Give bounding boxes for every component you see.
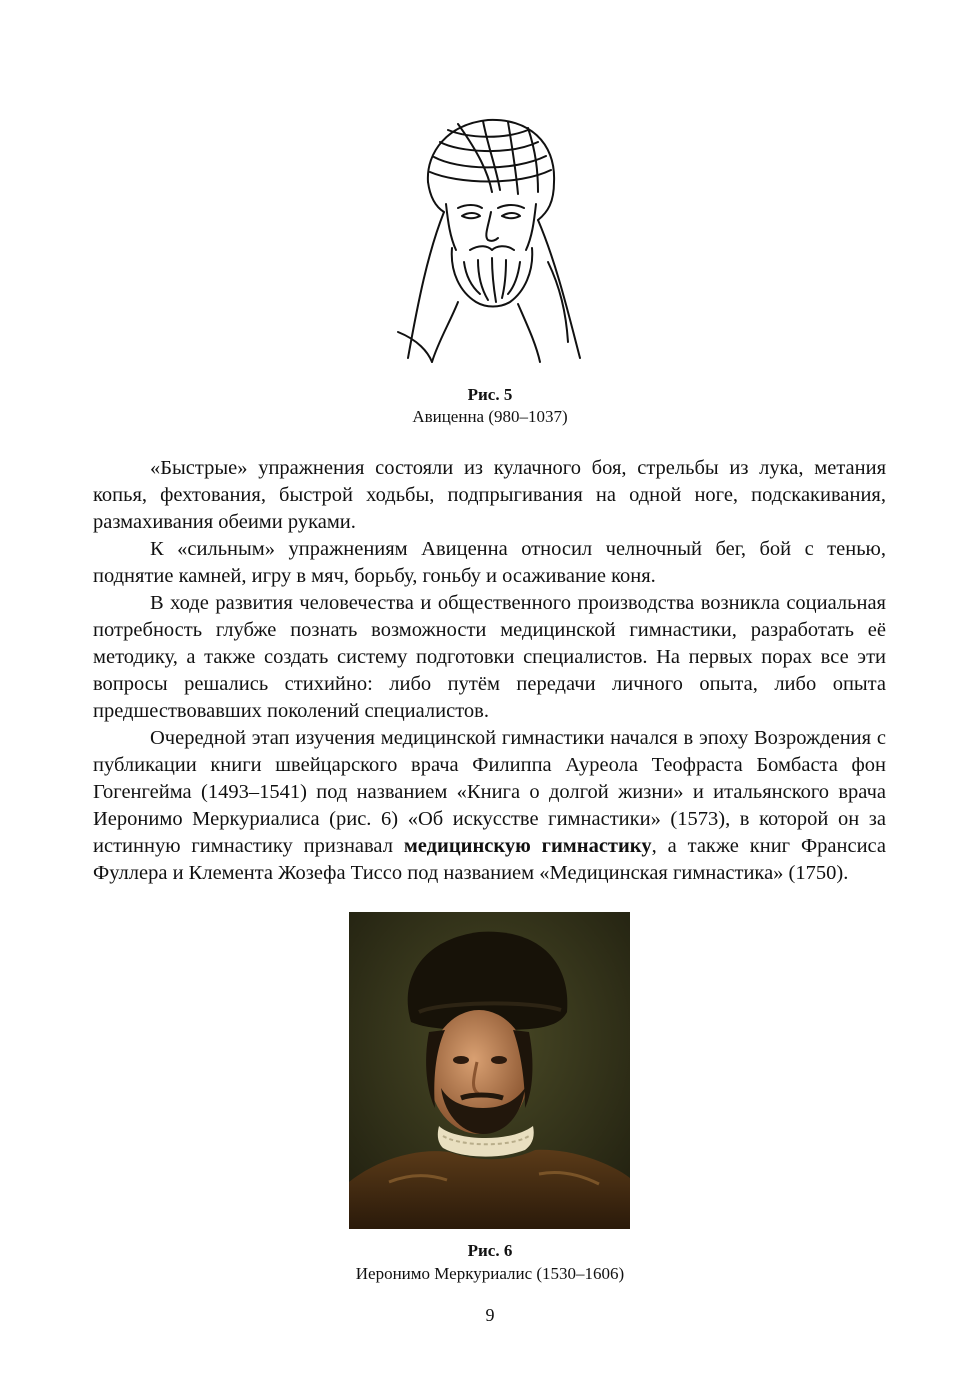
paragraph-4-bold-term: медицинскую гимнастику [403, 835, 652, 857]
paragraph-1: «Быстрые» упражнения состояли из кулачного боя, стрельбы из лука, метания копья, фехтования, быстрой ходьбы, подпрыгивания на одной ноге, подскакивания, размахивания обеими руками. [93, 457, 886, 533]
figure-6-caption: Иеронимо Меркуриалис (1530–1606) [355, 1264, 625, 1283]
figure-5-label: Рис. 5 [467, 385, 513, 404]
paragraph-2: К «сильным» упражнениям Авиценна относил челночный бег, бой с тенью, поднятие камней, игру в мяч, борьбу, гоньбу и осаживание коня. [93, 538, 886, 587]
figure-5-caption: Авиценна (980–1037) [412, 407, 568, 426]
avicenna-portrait-drawing [388, 112, 588, 368]
figure-6-label: Рис. 6 [467, 1241, 513, 1260]
paragraph-4 [93, 725, 886, 887]
paragraph-3: В ходе развития человечества и общественного производства возникла социальная потребность глубже познать возможности медицинской гимнастики, разработать её методику, а также создать систему подготовки специалистов. На первых порах все эти вопросы решались стихийно: либо путём передачи личного опыта, либо опыта предшествовавших поколений специалистов. [93, 592, 886, 722]
mercurialis-portrait-painting [349, 912, 630, 1229]
paragraph-4-text-end: , а также книг Франсиса Фуллера и Клемента Жозефа Тиссо под названием «Медицинская гимнастика» (1750). [93, 835, 887, 884]
paragraph-4-text-start: Очередной этап изучения медицинской гимнастики начался в эпоху Возрождения с публикации книги швейцарского врача Филиппа Ауреола Теофраста Бомбаста фон Гогенгейма (1493–1541) под названием «Книга о долгой жизни» и итальянского врача Иеронимо Меркуриалиса (рис. 6) «Об искусстве гимнастики» (1573), в которой он за истинную гимнастику признавал [93, 727, 886, 857]
page-number: 9 [485, 1305, 495, 1325]
body-text [93, 455, 886, 887]
